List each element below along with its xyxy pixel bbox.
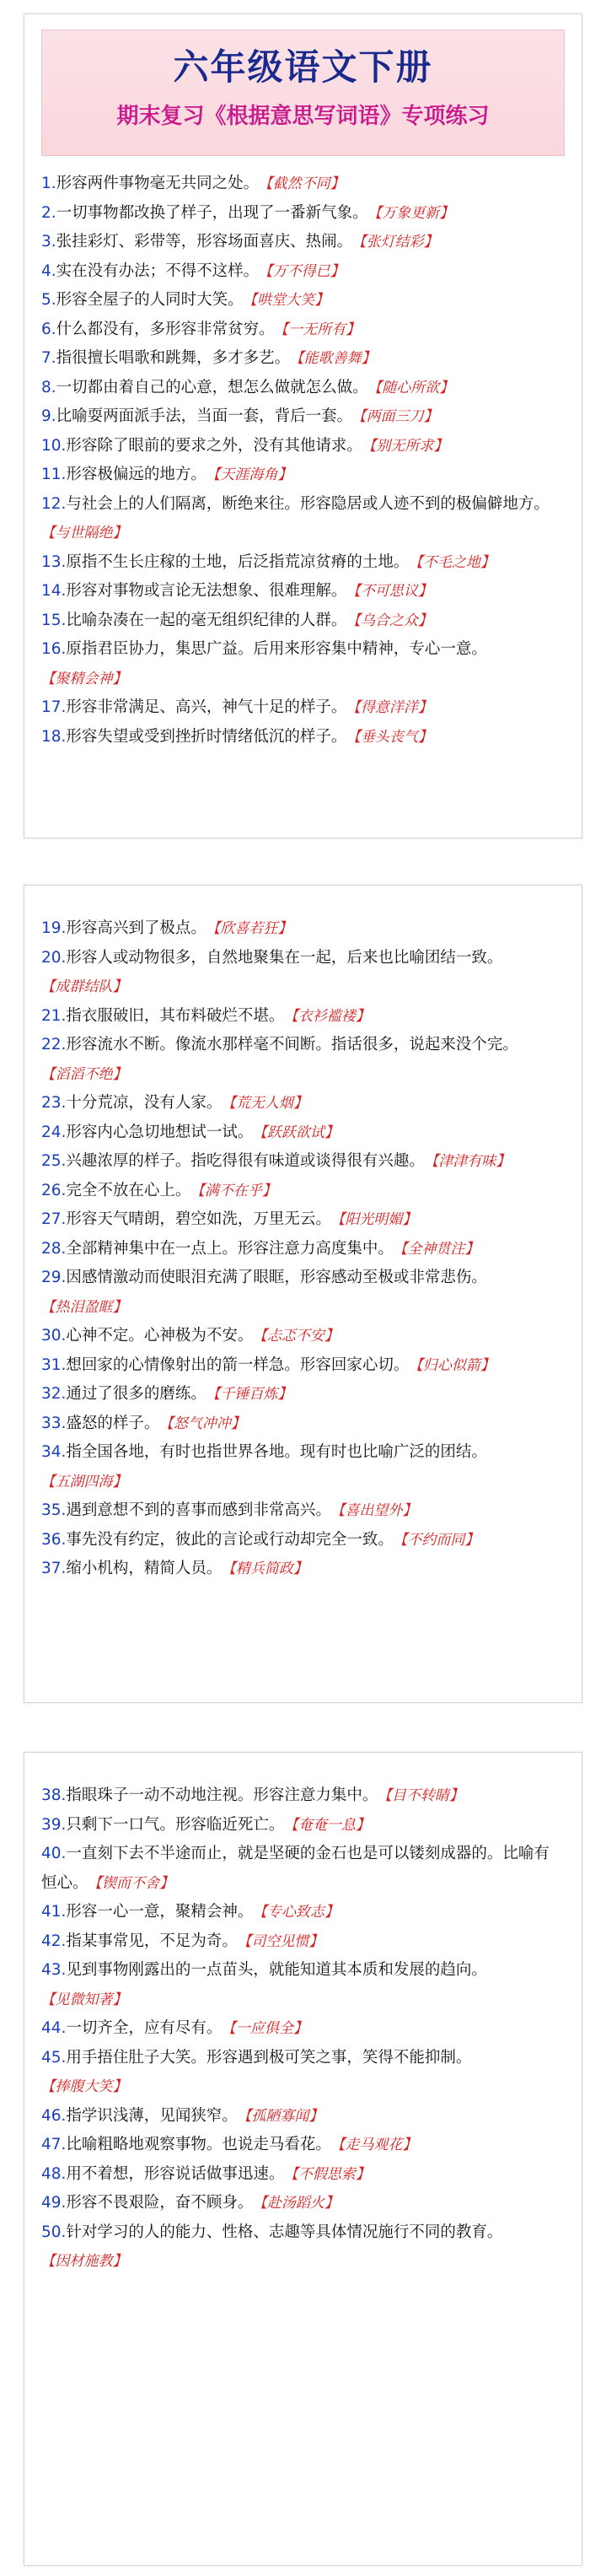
item-definition: 原指君臣协力，集思广益。后用来形容集中精神，专心一意。 — [66, 640, 487, 658]
item-number: 32. — [41, 1385, 67, 1403]
list-item — [41, 944, 556, 1002]
item-number: 3. — [41, 233, 56, 251]
list-item — [41, 461, 556, 490]
list-item — [41, 257, 556, 287]
item-definition: 因感情激动而使眼泪充满了眼眶，形容感动至极或非常悲伤。 — [66, 1269, 487, 1286]
item-answer: 【满不在乎】 — [197, 1182, 276, 1199]
item-answer: 【万不得已】 — [265, 262, 345, 280]
item-definition: 用手捂住肚子大笑。形容遇到极可笑之事，笑得不能抑制。 — [66, 2048, 472, 2067]
list-item — [41, 1031, 556, 1089]
item-number: 12. — [41, 494, 67, 513]
item-number: 34. — [41, 1443, 67, 1461]
item-number: 31. — [41, 1355, 67, 1374]
item-number: 46. — [41, 2106, 67, 2125]
list-item — [41, 1147, 556, 1177]
exercise-card-2 — [24, 885, 582, 1703]
list-item — [41, 2189, 556, 2218]
item-answer: 【能歌善舞】 — [297, 350, 376, 367]
item-answer: 【别无所求】 — [368, 437, 448, 455]
item-definition: 一直刻下去不半途而止，就是坚硬的金石也是可以镂刻成器的。比喻有恒心。 — [41, 1845, 550, 1892]
item-number: 20. — [41, 948, 67, 967]
item-number: 39. — [41, 1815, 67, 1834]
exercise-card-1 — [24, 13, 582, 838]
item-number: 28. — [41, 1239, 67, 1258]
list-item — [41, 1781, 556, 1811]
item-definition: 形容极偏远的地方。 — [66, 466, 206, 483]
item-answer: 【垂头丧气】 — [353, 728, 432, 746]
item-answer: 【不约而同】 — [400, 1531, 480, 1549]
item-number: 37. — [41, 1560, 67, 1577]
item-answer: 【滔滔不绝】 — [48, 1065, 127, 1083]
list-item — [41, 1322, 556, 1351]
item-answer: 【与世隔绝】 — [48, 525, 127, 542]
list-item — [41, 577, 556, 606]
list-item — [41, 402, 556, 432]
item-definition: 想回家的心情像射出的箭一样急。形容回家心切。 — [66, 1355, 410, 1374]
item-definition: 指眼珠子一动不动地注视。形容注意力集中。 — [66, 1786, 378, 1804]
item-definition: 一切都由着自己的心意，想怎么做就怎么做。 — [56, 378, 368, 396]
item-answer: 【五湖四海】 — [48, 1473, 127, 1490]
item-number: 48. — [41, 2164, 67, 2183]
item-definition: 兴趣浓厚的样子。指吃得很有味道或谈得很有兴趣。 — [66, 1152, 425, 1170]
item-answer: 【截然不同】 — [265, 175, 345, 192]
item-number: 21. — [41, 1006, 67, 1025]
item-definition: 缩小机构，精简人员。 — [66, 1560, 223, 1577]
list-item — [41, 1526, 556, 1555]
item-definition: 通过了很多的磨练。 — [66, 1385, 206, 1403]
item-answer: 【走马观花】 — [337, 2137, 417, 2153]
list-item — [41, 490, 556, 548]
item-answer: 【张灯结彩】 — [359, 234, 438, 251]
item-answer: 【跃跃欲试】 — [260, 1124, 339, 1141]
item-definition: 实在没有办法；不得不这样。 — [56, 261, 260, 280]
item-number: 41. — [41, 1903, 67, 1921]
list-item — [41, 315, 556, 345]
item-answer: 【见微知著】 — [48, 1991, 127, 2008]
list-item — [41, 1205, 556, 1235]
item-definition: 心神不定。心神极为不安。 — [66, 1327, 254, 1345]
list-item — [41, 374, 556, 403]
item-definition: 形容一心一意，聚精会神。 — [66, 1903, 254, 1921]
item-answer: 【司空见惯】 — [244, 1932, 324, 1950]
item-definition: 比喻耍两面派手法，当面一套，背后一套。 — [56, 407, 353, 425]
item-number: 38. — [41, 1786, 67, 1804]
item-definition: 形容除了眼前的要求之外，没有其他请求。 — [66, 436, 362, 455]
item-answer: 【喜出望外】 — [337, 1502, 417, 1519]
list-item — [41, 693, 556, 723]
list-item — [41, 1264, 556, 1322]
item-answer: 【天涯海角】 — [212, 466, 292, 483]
item-definition: 比喻杂凑在一起的毫无组织纪律的人群。 — [66, 611, 347, 629]
item-number: 22. — [41, 1036, 67, 1054]
item-number: 35. — [41, 1501, 67, 1519]
item-number: 47. — [41, 2136, 67, 2153]
list-item — [41, 1177, 556, 1206]
page-subtitle: 期末复习《根据意思写词语》专项练习 — [116, 104, 490, 129]
item-definition: 形容流水不断。像流水那样毫不间断。指话很多，说起来没个完。 — [66, 1036, 518, 1054]
item-number: 5. — [41, 291, 56, 309]
item-answer: 【捧腹大笑】 — [48, 2078, 127, 2095]
item-number: 40. — [41, 1845, 67, 1862]
item-answer: 【哄堂大笑】 — [249, 292, 330, 309]
item-answer: 【衣衫褴褛】 — [291, 1007, 370, 1025]
item-answer: 【一无所有】 — [281, 321, 361, 338]
list-item — [41, 1235, 556, 1264]
list-item — [41, 1380, 556, 1409]
item-definition: 形容天气晴朗，碧空如洗，万里无云。 — [66, 1210, 331, 1228]
exercise-card-3 — [24, 1752, 582, 2566]
item-definition: 指衣服破旧，其布料破烂不堪。 — [66, 1006, 285, 1025]
list-item — [41, 199, 556, 229]
item-number: 24. — [41, 1123, 67, 1141]
item-definition: 原指不生长庄稼的土地，后泛指荒凉贫瘠的土地。 — [66, 552, 410, 571]
list-item — [41, 2102, 556, 2131]
item-definition: 一切事物都改换了样子，出现了一番新气象。 — [56, 203, 368, 222]
list-item — [41, 606, 556, 636]
item-answer: 【精兵简政】 — [228, 1560, 308, 1577]
item-answer: 【锲而不舍】 — [94, 1874, 174, 1892]
item-number: 44. — [41, 2019, 67, 2037]
item-list — [24, 156, 582, 752]
list-item — [41, 344, 556, 374]
item-answer: 【万象更新】 — [374, 204, 454, 222]
item-definition: 一切齐全，应有尽有。 — [66, 2019, 223, 2037]
item-answer: 【随心所欲】 — [374, 379, 454, 396]
item-number: 30. — [41, 1327, 67, 1345]
item-answer: 【忐忑不安】 — [260, 1328, 339, 1345]
item-number: 1. — [41, 175, 56, 192]
item-definition: 只剩下一口气。形容临近死亡。 — [66, 1815, 285, 1834]
item-definition: 用不着想，形容说话做事迅速。 — [66, 2164, 285, 2183]
item-definition: 形容失望或受到挫折时情绪低沉的样子。 — [66, 727, 347, 746]
list-item — [41, 228, 556, 257]
item-answer: 【乌合之众】 — [353, 612, 432, 629]
item-definition: 张挂彩灯、彩带等，形容场面喜庆、热闹。 — [56, 233, 353, 251]
item-answer: 【孤陋寡闻】 — [244, 2107, 324, 2125]
item-definition: 形容内心急切地想试一试。 — [66, 1123, 254, 1141]
item-definition: 形容不畏艰险，奋不顾身。 — [66, 2194, 254, 2212]
list-item — [41, 1898, 556, 1927]
item-answer: 【千锤百炼】 — [212, 1386, 292, 1403]
list-item — [41, 1496, 556, 1526]
item-number: 26. — [41, 1181, 67, 1199]
list-item — [41, 548, 556, 578]
item-answer: 【专心致志】 — [260, 1904, 339, 1921]
page-title: 六年级语文下册 — [173, 46, 433, 88]
list-item — [41, 432, 556, 461]
list-item — [41, 1118, 556, 1148]
item-answer: 【归心似箭】 — [416, 1356, 495, 1374]
item-number: 7. — [41, 349, 56, 367]
list-item — [41, 2014, 556, 2044]
item-number: 16. — [41, 640, 67, 658]
item-definition: 针对学习的人的能力、性格、志趣等具体情况施行不同的教育。 — [66, 2223, 503, 2241]
item-definition: 全部精神集中在一点上。形容注意力高度集中。 — [66, 1239, 394, 1258]
item-answer: 【得意洋洋】 — [353, 699, 432, 716]
item-definition: 与社会上的人们隔离，断绝来往。形容隐居或人迹不到的极偏僻地方。 — [66, 494, 550, 513]
item-definition: 指学识浅薄，见闻狭窄。 — [66, 2106, 238, 2125]
item-definition: 完全不放在心上。 — [66, 1181, 191, 1199]
list-item — [41, 170, 556, 199]
item-answer: 【不假思索】 — [291, 2165, 370, 2183]
item-answer: 【不毛之地】 — [416, 553, 495, 571]
item-number: 4. — [41, 261, 56, 280]
item-number: 25. — [41, 1152, 67, 1170]
item-definition: 形容非常满足、高兴，神气十足的样子。 — [66, 698, 347, 716]
item-number: 8. — [41, 378, 56, 396]
list-item — [41, 1956, 556, 2014]
item-definition: 形容对事物或言论无法想象、很难理解。 — [66, 582, 347, 600]
item-number: 19. — [41, 919, 67, 937]
item-definition: 盛怒的样子。 — [66, 1414, 160, 1432]
item-number: 10. — [41, 436, 67, 455]
item-number: 15. — [41, 611, 67, 629]
item-definition: 指很擅长唱歌和跳舞，多才多艺。 — [56, 349, 291, 367]
list-item — [41, 1811, 556, 1840]
item-answer: 【热泪盈眶】 — [48, 1298, 127, 1316]
list-item — [41, 1927, 556, 1957]
item-answer: 【目不转睛】 — [384, 1787, 464, 1804]
list-item — [41, 2218, 556, 2277]
item-answer: 【怒气冲冲】 — [166, 1415, 245, 1432]
list-item — [41, 2044, 556, 2102]
list-item — [41, 1840, 556, 1898]
item-answer: 【全神贯注】 — [400, 1240, 480, 1258]
item-answer: 【阳光明媚】 — [337, 1211, 417, 1228]
item-number: 23. — [41, 1094, 67, 1112]
item-list — [24, 886, 582, 1584]
item-answer: 【两面三刀】 — [359, 408, 438, 425]
item-definition: 事先没有约定，彼此的言论或行动却完全一致。 — [66, 1530, 394, 1549]
item-number: 13. — [41, 552, 67, 571]
list-item — [41, 914, 556, 944]
item-number: 9. — [41, 407, 56, 425]
item-number: 6. — [41, 320, 56, 338]
item-number: 2. — [41, 203, 56, 222]
item-definition: 形容高兴到了极点。 — [66, 919, 206, 937]
list-item — [41, 2131, 556, 2160]
item-number: 27. — [41, 1210, 67, 1228]
item-number: 14. — [41, 582, 67, 600]
list-item — [41, 635, 556, 693]
item-answer: 【欣喜若狂】 — [212, 920, 292, 937]
item-definition: 形容人或动物很多，自然地聚集在一起，后来也比喻团结一致。 — [66, 948, 503, 967]
item-number: 17. — [41, 698, 67, 716]
list-item — [41, 1409, 556, 1439]
header-banner — [41, 30, 565, 156]
list-item — [41, 1351, 556, 1381]
item-number: 45. — [41, 2048, 67, 2067]
item-definition: 形容全屋子的人同时大笑。 — [56, 291, 244, 309]
item-answer: 【因材施教】 — [48, 2253, 127, 2270]
item-definition: 形容两件事物毫无共同之处。 — [56, 175, 260, 192]
item-answer: 【荒无人烟】 — [228, 1095, 308, 1112]
item-number: 50. — [41, 2223, 67, 2241]
item-answer: 【成群结队】 — [48, 978, 127, 995]
item-answer: 【聚精会神】 — [48, 670, 127, 687]
item-number: 42. — [41, 1932, 67, 1950]
item-number: 36. — [41, 1530, 67, 1549]
item-answer: 【赴汤蹈火】 — [260, 2195, 339, 2212]
item-number: 43. — [41, 1961, 67, 1979]
item-answer: 【津津有味】 — [431, 1153, 511, 1170]
item-definition: 指某事常见，不足为奇。 — [66, 1932, 238, 1950]
list-item — [41, 723, 556, 752]
list-item — [41, 1555, 556, 1584]
list-item — [41, 286, 556, 315]
item-list — [24, 1753, 582, 2277]
item-number: 11. — [41, 466, 67, 483]
item-definition: 什么都没有，多形容非常贫穷。 — [56, 320, 275, 338]
item-definition: 遇到意想不到的喜事而感到非常高兴。 — [66, 1501, 331, 1519]
item-definition: 十分荒凉，没有人家。 — [66, 1094, 223, 1112]
item-number: 33. — [41, 1414, 67, 1432]
item-definition: 见到事物刚露出的一点苗头，就能知道其本质和发展的趋向。 — [66, 1961, 487, 1979]
list-item — [41, 1002, 556, 1032]
item-answer: 【不可思议】 — [353, 583, 432, 600]
list-item — [41, 1089, 556, 1118]
item-answer: 【一应俱全】 — [228, 2020, 308, 2037]
list-item — [41, 1438, 556, 1496]
item-number: 18. — [41, 727, 67, 746]
list-item — [41, 2160, 556, 2190]
item-number: 29. — [41, 1269, 67, 1286]
item-definition: 指全国各地，有时也指世界各地。现有时也比喻广泛的团结。 — [66, 1443, 487, 1461]
item-number: 49. — [41, 2194, 67, 2212]
item-answer: 【奄奄一息】 — [291, 1816, 370, 1834]
item-definition: 比喻粗略地观察事物。也说走马看花。 — [66, 2136, 331, 2153]
